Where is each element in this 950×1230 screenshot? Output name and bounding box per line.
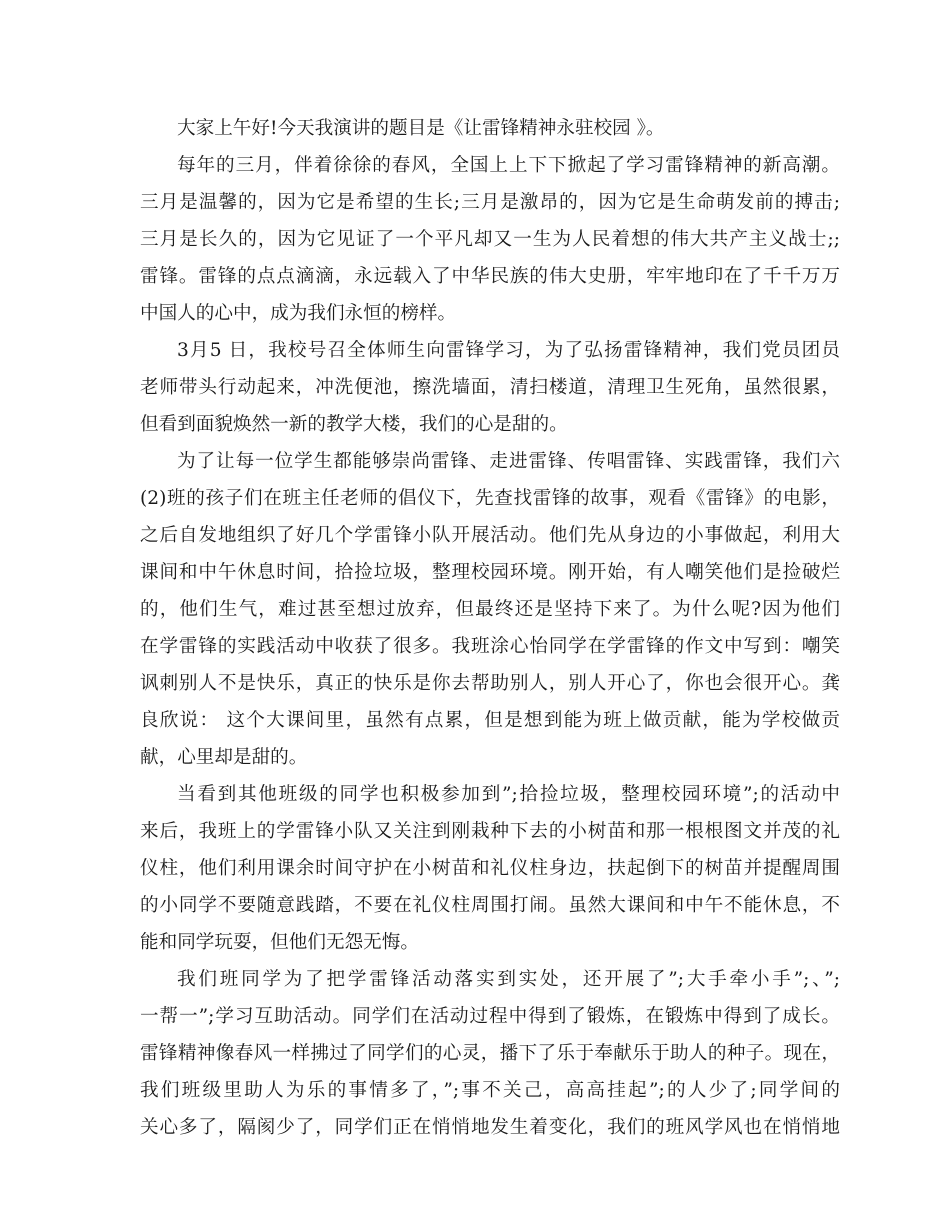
text-line: 中国人的心中，成为我们永恒的榜样。	[140, 303, 457, 324]
text-line: 老师带头行动起来，冲洗便池，擦洗墙面，清扫楼道，清理卫生死角，虽然很累，	[140, 377, 840, 398]
text-line: 雷锋精神像春风一样拂过了同学们的心灵，播下了乐于奉献乐于助人的种子。现在，	[140, 1043, 840, 1064]
text-line: 在学雷锋的实践活动中收获了很多。我班涂心怡同学在学雷锋的作文中写到：嘲笑	[140, 636, 840, 657]
text-line: 雷锋。雷锋的点点滴滴，永远载入了中华民族的伟大史册，牢牢地印在了千千万万	[140, 266, 840, 287]
text-line: 来后，我班上的学雷锋小队又关注到刚栽种下去的小树苗和那一根根图文并茂的礼	[140, 821, 840, 842]
text-line: 能和同学玩耍，但他们无怨无悔。	[140, 932, 419, 953]
text-line: 三月是温馨的，因为它是希望的生长;三月是激昂的，因为它是生命萌发前的搏击;	[140, 192, 840, 213]
document-body	[140, 110, 840, 1146]
text-line: 仪柱，他们利用课余时间守护在小树苗和礼仪柱身边，扶起倒下的树苗并提醒周围	[140, 858, 840, 879]
text-line: 当看到其他班级的同学也积极参加到”;拾捡垃圾，整理校园环境”;的活动中	[177, 784, 840, 805]
text-line: 献，心里却是甜的。	[140, 747, 308, 768]
text-line: 关心多了，隔阂少了，同学们正在悄悄地发生着变化，我们的班风学风也在悄悄地	[140, 1117, 840, 1138]
text-line: 之后自发地组织了好几个学雷锋小队开展活动。他们先从身边的小事做起，利用大	[140, 525, 840, 546]
text-line: 但看到面貌焕然一新的教学大楼，我们的心是甜的。	[140, 414, 568, 435]
text-line: 三月是长久的，因为它见证了一个平凡却又一生为人民着想的伟大共产主义战士;;	[140, 229, 840, 250]
text-line: 为了让每一位学生都能够崇尚雷锋、走进雷锋、传唱雷锋、实践雷锋，我们六	[177, 451, 840, 472]
text-line: 我们班级里助人为乐的事情多了，”;事不关己，高高挂起”;的人少了;同学间的	[140, 1080, 840, 1101]
text-line: 我们班同学为了把学雷锋活动落实到实处，还开展了”;大手牵小手”;、”;	[177, 969, 840, 990]
text-line: 每年的三月，伴着徐徐的春风，全国上上下下掀起了学习雷锋精神的新高潮。	[177, 155, 840, 176]
text-line: 的小同学不要随意践踏，不要在礼仪柱周围打闹。虽然大课间和中午不能休息，不	[140, 895, 840, 916]
text-line: 3月5 日，我校号召全体师生向雷锋学习，为了弘扬雷锋精神，我们党员团员	[177, 340, 840, 361]
text-line: 讽刺别人不是快乐，真正的快乐是你去帮助别人，别人开心了，你也会很开心。龚	[140, 673, 840, 694]
text-line: (2)班的孩子们在班主任老师的倡仪下，先查找雷锋的故事，观看《雷锋》的电影，	[140, 488, 840, 509]
text-line: 的，他们生气，难过甚至想过放弃，但最终还是坚持下来了。为什么呢?因为他们	[140, 599, 840, 620]
text-line: 课间和中午休息时间，拾捡垃圾，整理校园环境。刚开始，有人嘲笑他们是捡破烂	[140, 562, 840, 583]
text-line: 良欣说： 这个大课间里，虽然有点累，但是想到能为班上做贡献，能为学校做贡	[140, 710, 840, 731]
text-line: 一帮一”;学习互助活动。同学们在活动过程中得到了锻炼，在锻炼中得到了成长。	[140, 1006, 840, 1027]
text-line: 大家上午好!今天我演讲的题目是《让雷锋精神永驻校园 》。	[177, 118, 665, 139]
